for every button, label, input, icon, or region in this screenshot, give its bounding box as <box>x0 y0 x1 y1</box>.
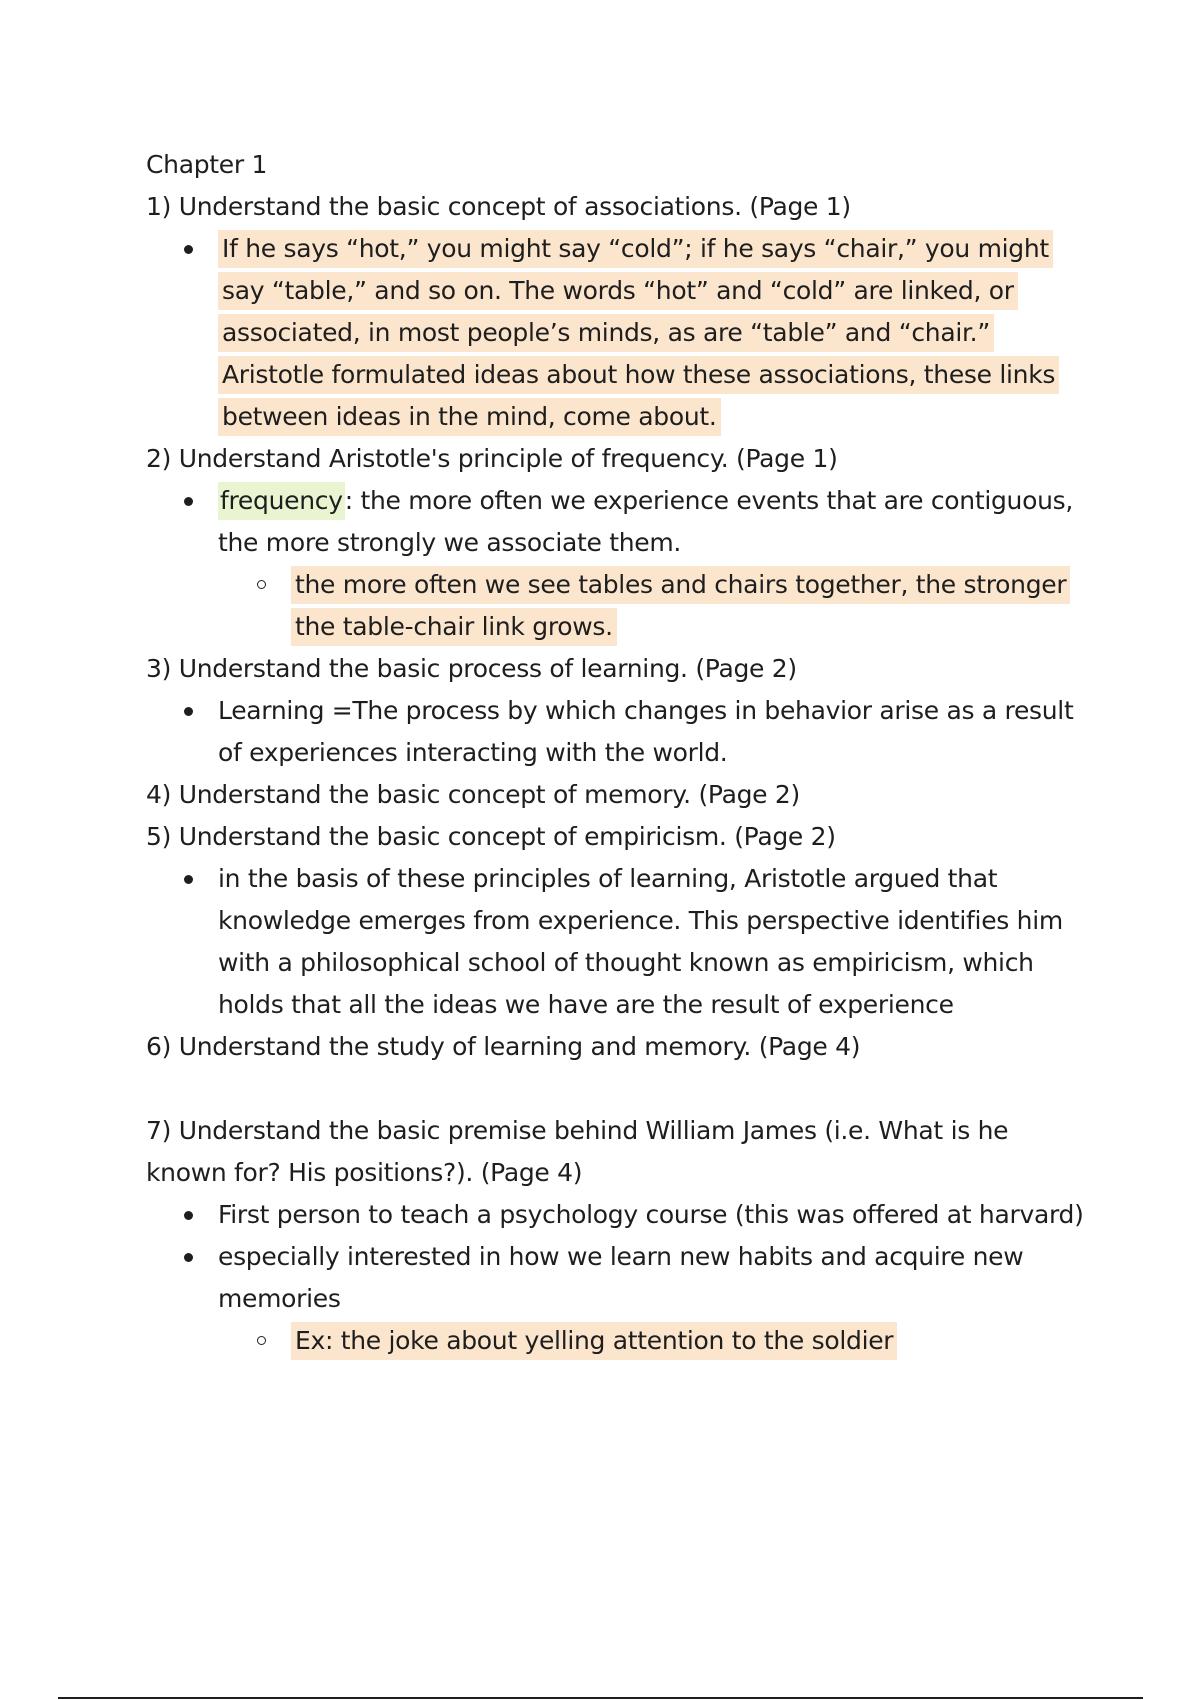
section-1-bullet <box>218 228 1088 438</box>
document-page <box>146 144 1096 1362</box>
section-3-bullet-text: Learning =The process by which changes in behavior arise as a result of experiences interacting with the world. <box>218 696 1074 767</box>
page-bottom-rule <box>58 1697 1143 1699</box>
blank-line <box>146 1068 1096 1110</box>
section-7-bullet-2-text: especially interested in how we learn new habits and acquire new memories <box>218 1242 1024 1313</box>
section-1-bullet-text: If he says “hot,” you might say “cold”; if he says “chair,” you might say “table,” and so on. The words “hot” and “cold” are linked, or associated, in most people’s minds, as are “table” and “chair.” Aristotle formulated ideas about how these associations, these links between ideas in the mind, come about. <box>218 230 1059 436</box>
section-2-bullet-text: : the more often we experience events that are contiguous, the more strongly we associate them. <box>218 486 1073 557</box>
section-7-bullet-1 <box>218 1194 1088 1236</box>
section-4-heading: 4) Understand the basic concept of memory. (Page 2) <box>146 780 800 809</box>
section-6-heading: 6) Understand the study of learning and memory. (Page 4) <box>146 1032 861 1061</box>
section-7-sub-bullet-text: Ex: the joke about yelling attention to the soldier <box>291 1322 897 1360</box>
section-7-heading: 7) Understand the basic premise behind William James (i.e. What is he known for? His positions?). (Page 4) <box>146 1116 1009 1187</box>
section-5-bullet <box>218 858 1088 1026</box>
section-7-bullet-1-text: First person to teach a psychology course (this was offered at harvard) <box>218 1200 1084 1229</box>
section-7-bullet-2 <box>218 1236 1088 1320</box>
section-5-bullet-text: in the basis of these principles of learning, Aristotle argued that knowledge emerges from experience. This perspective identifies him with a philosophical school of thought known as empiricism, which holds that all the ideas we have are the result of experience <box>218 864 1063 1019</box>
section-2-sub-bullet-text: the more often we see tables and chairs together, the stronger the table-chair link grows. <box>291 566 1070 646</box>
frequency-term: frequency <box>218 482 345 520</box>
section-2-heading: 2) Understand Aristotle's principle of frequency. (Page 1) <box>146 444 838 473</box>
section-3-heading: 3) Understand the basic process of learning. (Page 2) <box>146 654 797 683</box>
section-3-bullet <box>218 690 1088 774</box>
section-7-sub-bullet <box>291 1320 1091 1362</box>
section-2-bullet <box>218 480 1088 564</box>
section-1-heading: 1) Understand the basic concept of associations. (Page 1) <box>146 192 851 221</box>
section-5-heading: 5) Understand the basic concept of empiricism. (Page 2) <box>146 822 836 851</box>
chapter-title: Chapter 1 <box>146 150 268 179</box>
section-2-sub-bullet <box>291 564 1091 648</box>
